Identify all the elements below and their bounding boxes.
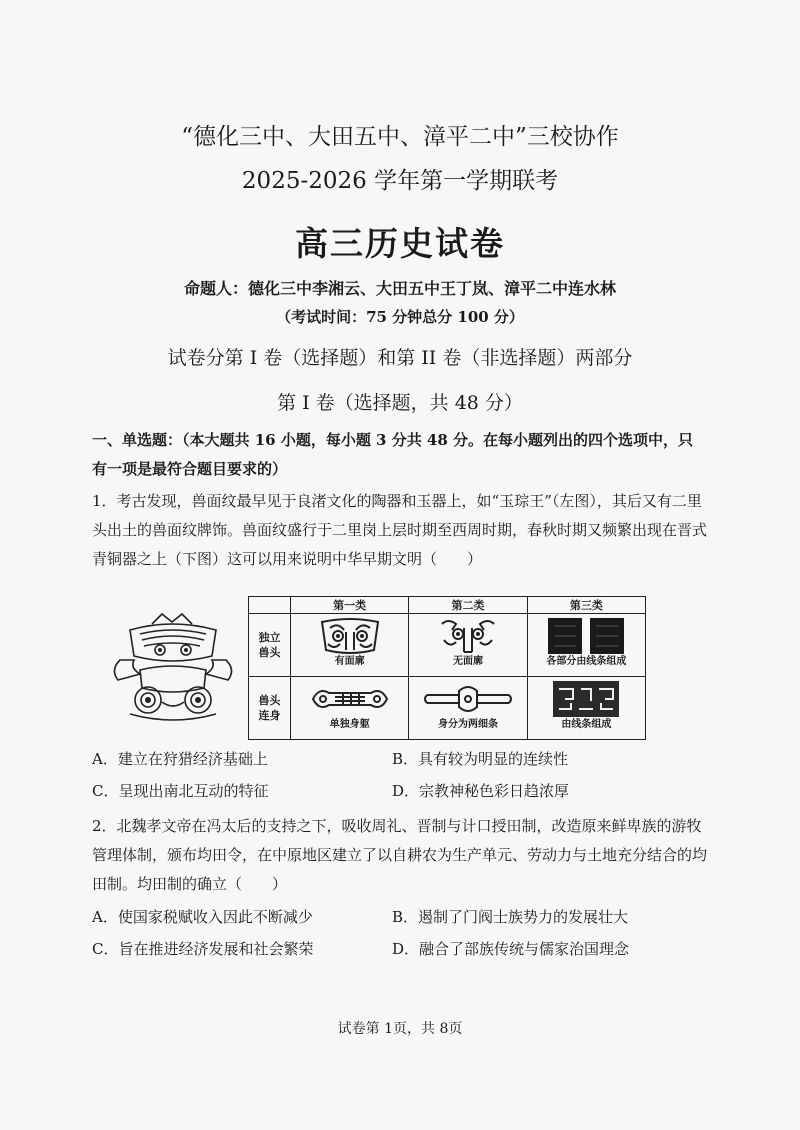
- col-header-3: 第三类: [527, 597, 645, 614]
- q2-option-a[interactable]: A．使国家税赋收入因此不断减少: [92, 908, 313, 926]
- q1-option-a[interactable]: A．建立在狩猎经济基础上: [92, 750, 268, 768]
- split-body-motif-icon: [423, 679, 513, 719]
- question-1-stem: 1．考古发现，兽面纹最早见于良渚文化的陶器和玉器上，如“玉琮王”（左图），其后又有二里头出土的兽面纹牌饰。兽面纹盛行于二里岗上层时期至西周时期，春秋时期又频繁出现在晋式青铜器之上（下图）这可以用来说明中华早期文明（ ）: [92, 492, 708, 568]
- jade-cong-mask-figure: [100, 610, 245, 728]
- q2-option-b[interactable]: B．遏制了门阀士族势力的发展壮大: [392, 908, 629, 926]
- part-one-heading: 第 I 卷（选择题，共 48 分）: [277, 392, 523, 414]
- header-line-2: 2025-2026 学年第一学期联考: [241, 168, 559, 194]
- q2-option-c[interactable]: C．旨在推进经济发展和社会繁荣: [92, 940, 314, 958]
- single-body-motif-icon: [309, 679, 391, 719]
- caption: 有面廓: [334, 656, 365, 667]
- motif-cell: [527, 677, 645, 740]
- motif-cell: [291, 677, 409, 740]
- table-corner: [249, 597, 291, 614]
- exam-structure: 试卷分第 I 卷（选择题）和第 II 卷（非选择题）两部分: [167, 347, 633, 369]
- beast-face-no-outline-icon: [434, 616, 502, 656]
- row-label-2: 兽头连身: [249, 677, 291, 740]
- beast-face-motif-icon: [316, 616, 384, 656]
- caption: 由线条组成: [561, 719, 612, 730]
- caption: 各部分由线条组成: [546, 656, 627, 667]
- authors-line: 命题人：德化三中李湘云、大田五中王丁岚、漳平二中连水林: [183, 279, 616, 298]
- q1-option-c[interactable]: C．呈现出南北互动的特征: [92, 782, 269, 800]
- line-pattern-motif-icon: [546, 616, 626, 656]
- line-body-motif-icon: [551, 679, 621, 719]
- header-line-1: “德化三中、大田五中、漳平二中”三校协作: [181, 124, 619, 150]
- q2-option-d[interactable]: D．融合了部族传统与儒家治国理念: [392, 940, 630, 958]
- row-label-1: 独立兽头: [249, 614, 291, 677]
- caption: 身分为两细条: [437, 719, 498, 730]
- exam-title: 高三历史试卷: [295, 224, 505, 263]
- bronze-motif-table: [248, 596, 646, 740]
- section-one-heading: 一、单选题：（本大题共 16 小题，每小题 3 分共 48 分。在每小题列出的四个选项中，只有一项是最符合题目要求的）: [92, 431, 694, 478]
- question-2-stem: 2．北魏孝文帝在冯太后的支持之下，吸收周礼、晋制与计口授田制，改造原来鲜卑族的游牧管理体制，颁布均田令，在中原地区建立了以自耕农为生产单元、劳动力与土地充分结合的均田制。均田制的确立（ ）: [92, 817, 708, 893]
- motif-cell: [409, 614, 527, 677]
- page-footer: 试卷第 1页，共 8页: [337, 1021, 463, 1037]
- q1-option-b[interactable]: B．具有较为明显的连续性: [392, 750, 569, 768]
- col-header-2: 第二类: [409, 597, 527, 614]
- motif-cell: [409, 677, 527, 740]
- motif-cell: [527, 614, 645, 677]
- caption: 单独身躯: [329, 719, 370, 730]
- motif-cell: [291, 614, 409, 677]
- col-header-1: 第一类: [291, 597, 409, 614]
- exam-time: （考试时间：75 分钟总分 100 分）: [276, 308, 524, 326]
- q1-option-d[interactable]: D．宗教神秘色彩日趋浓厚: [392, 782, 570, 800]
- caption: 无面廓: [452, 656, 483, 667]
